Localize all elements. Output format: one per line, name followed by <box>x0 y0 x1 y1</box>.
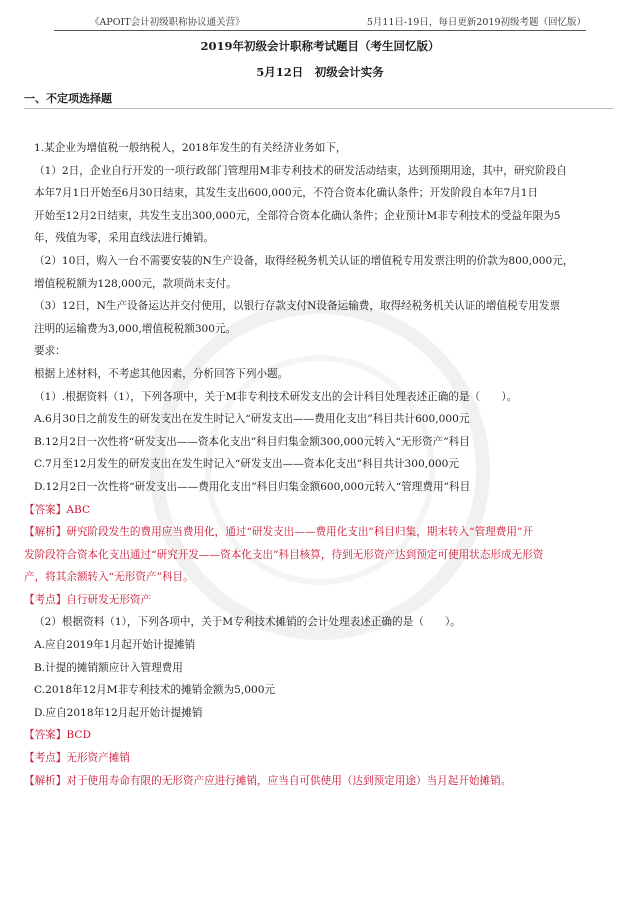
line-text: 要求： <box>34 345 66 358</box>
page-header <box>54 10 586 31</box>
line-text: C.7月至12月发生的研发支出在发生时记入“研发支出——资本化支出”科目共计300,000元 <box>34 458 459 471</box>
label-tag: 【答案】 <box>24 729 67 742</box>
document-subtitle: 5月12日 初级会计实务 <box>256 65 384 79</box>
line-text: 研究阶段发生的费用应当费用化，通过“研发支出——费用化支出”科目归集，期末转入“管理费用”开 <box>66 526 533 539</box>
line-text: 注明的运输费为3,000,增值税税额300元。 <box>34 322 237 335</box>
text-line <box>24 770 614 793</box>
document-title: 2019年初级会计职称考试题目（考生回忆版） <box>200 39 440 53</box>
text-line <box>34 408 614 431</box>
line-text: 发阶段符合资本化支出通过“研究开发——资本化支出”科目核算，待到无形资产达到预定可使用状态形成无形资 <box>24 548 544 561</box>
text-line <box>34 634 614 657</box>
line-text: （1）.根据资料（1），下列各项中，关于M非专利技术研发支出的会计科目处理表述正确的是（ ）。 <box>34 390 518 403</box>
line-text: （2）10日，购入一台不需要安装的N生产设备，取得经税务机关认证的增值税专用发票注明的价款为800,000元， <box>34 254 574 267</box>
text-line <box>34 611 614 634</box>
line-text: BCD <box>66 729 91 742</box>
line-text: （3）12日，N生产设备运达并交付使用，以银行存款支付N设备运输费，取得经税务机关认证的增值税专用发票 <box>34 300 561 313</box>
label-tag: 【解析】 <box>24 774 67 787</box>
line-text: 本年7月1日开始至6月30日结束，其发生支出600,000元，不符合资本化确认条件；开发阶段自本年7月1日 <box>34 187 539 200</box>
line-text: D.应自2018年12月起开始计提摊销 <box>34 706 203 719</box>
text-line <box>34 205 614 228</box>
text-line <box>24 589 614 612</box>
text-line <box>24 544 614 567</box>
text-line <box>34 250 614 273</box>
text-line <box>24 521 614 544</box>
line-text: 开始至12月2日结束，共发生支出300,000元，全部符合资本化确认条件；企业预计M非专利技术的受益年限为5 <box>34 209 561 222</box>
line-text: 无形资产摊销 <box>66 752 130 765</box>
line-text: C.2018年12月M非专利技术的摊销金额为5,000元 <box>34 684 276 697</box>
line-text: A.应自2019年1月起开始计提摊销 <box>34 639 196 652</box>
text-line <box>34 363 614 386</box>
header-left-text: 《APOIT会计初级职称协议通关营》 <box>90 17 245 28</box>
document-body <box>24 137 614 792</box>
line-text: 自行研发无形资产 <box>66 593 152 606</box>
text-line <box>24 724 614 747</box>
text-line <box>24 499 614 522</box>
line-text: 年，残值为零，采用直线法进行摊销。 <box>34 232 215 245</box>
text-line <box>34 182 614 205</box>
line-text: （2）根据资料（1），下列各项中，关于M专利技术摊销的会计处理表述正确的是（ ）。 <box>34 616 461 629</box>
label-tag: 【解析】 <box>24 526 67 539</box>
text-line <box>34 137 614 160</box>
text-line <box>34 273 614 296</box>
text-line <box>34 227 614 250</box>
section-heading: 一、不定项选择题 <box>24 90 614 109</box>
text-line <box>34 340 614 363</box>
text-line <box>34 386 614 409</box>
text-line <box>34 657 614 680</box>
label-tag: 【答案】 <box>24 503 67 516</box>
text-line <box>24 566 614 589</box>
text-line <box>34 318 614 341</box>
text-line <box>34 160 614 183</box>
text-line <box>34 476 614 499</box>
line-text: ABC <box>66 503 91 516</box>
line-text: 1.某企业为增值税一般纳税人，2018年发生的有关经济业务如下， <box>34 142 347 154</box>
line-text: B.计提的摊销额应计入管理费用 <box>34 661 183 674</box>
text-line <box>34 453 614 476</box>
line-text: 产，将其余额转入“无形资产”科目。 <box>24 571 194 584</box>
text-line <box>24 747 614 770</box>
line-text: D.12月2日一次性将“研发支出——费用化支出”科目归集金额600,000元转入“管理费用”科目 <box>34 480 471 493</box>
line-text: A.6月30日之前发生的研发支出在发生时记入“研发支出——费用化支出”科目共计600,000元 <box>34 413 470 426</box>
text-line <box>34 702 614 725</box>
label-tag: 【考点】 <box>24 752 67 765</box>
line-text: 增值税税额为128,000元，款项尚未支付。 <box>34 277 237 290</box>
header-right-text: 5月11日-19日，每日更新2019初级考题（回忆版） <box>366 17 586 28</box>
text-line <box>34 679 614 702</box>
label-tag: 【考点】 <box>24 593 67 606</box>
line-text: 根据上述材料，不考虑其他因素，分析回答下列小题。 <box>34 367 289 380</box>
line-text: B.12月2日一次性将“研发支出——资本化支出”科目归集金额300,000元转入“无形资产”科目 <box>34 435 470 448</box>
text-line <box>34 431 614 454</box>
text-line <box>34 295 614 318</box>
line-text: （1）2日，企业自行开发的一项行政部门管理用M非专利技术的研发活动结束，达到预期用途，其中，研究阶段自 <box>34 164 567 177</box>
line-text: 对于使用寿命有限的无形资产应进行摊销，应当自可供使用（达到预定用途）当月起开始摊销。 <box>66 774 512 787</box>
